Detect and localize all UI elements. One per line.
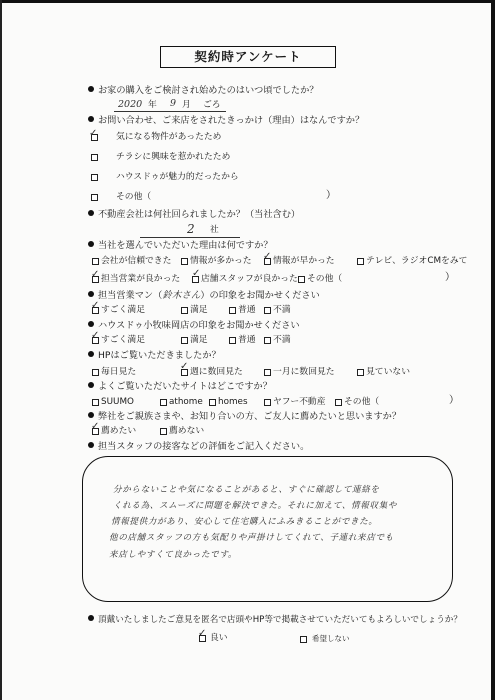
option-label: 不満	[273, 335, 291, 345]
option-label: 普通	[238, 305, 256, 315]
checkbox-site-yahoo[interactable]	[264, 399, 271, 406]
option-label: 担当営業が良かった	[101, 274, 181, 284]
answer-underline	[114, 111, 226, 112]
check-mark-icon: ✓	[91, 269, 100, 280]
option-label: すごく満足	[101, 305, 145, 315]
checkbox-recommend-no[interactable]	[160, 428, 167, 435]
question-sites	[88, 381, 272, 393]
question-text: 不動産会社は何社回られましたか？（当社含む）	[98, 209, 301, 220]
bullet-icon	[88, 321, 94, 327]
label-company-unit: 社	[210, 225, 219, 235]
check-mark-icon: ✓	[180, 361, 189, 372]
answer-underline	[140, 237, 240, 238]
bullet-icon	[88, 291, 94, 297]
option-label: 一月に数回見た	[273, 367, 335, 377]
check-mark-icon: ✓	[192, 268, 201, 279]
question-company-count	[88, 209, 300, 221]
checkbox-trust[interactable]	[92, 258, 99, 265]
checkbox-site-athome[interactable]	[160, 399, 167, 406]
checkbox-agent-normal[interactable]	[229, 307, 236, 314]
option-label: ハウスドゥが魅力的だったから	[116, 172, 239, 182]
checkbox-hp-monthly[interactable]	[264, 369, 271, 376]
option-label: チラシに興味を惹かれたため	[116, 152, 231, 162]
question-text: 弊社をご親族さまや、お知り合いの方、ご友人に薦めたいと思いますか？	[98, 411, 402, 422]
option-label: 気になる物件があったため	[116, 132, 222, 142]
question-visit-reason	[88, 115, 364, 127]
page-title: 契約時アンケート	[160, 46, 336, 68]
option-label: 満足	[190, 305, 208, 315]
checkbox-hp-daily[interactable]	[92, 369, 99, 376]
question-text-pre: 担当営業マン（	[98, 290, 163, 301]
close-paren: ）	[445, 272, 455, 283]
check-mark-icon: ✓	[91, 421, 100, 432]
close-paren: ）	[326, 190, 336, 201]
comment-textarea[interactable]	[82, 456, 453, 602]
question-text: お家の購入をご検討され始めたのはいつ頃でしたか？	[98, 85, 319, 96]
comment-line: 情報提供力があり、安心して住宅購入にふみきることができた。	[111, 517, 378, 527]
bullet-icon	[88, 442, 94, 448]
checkbox-reason-housedo[interactable]	[91, 174, 98, 181]
option-label: 普通	[238, 335, 256, 345]
label-approx: ごろ	[203, 100, 221, 110]
option-label: 薦めたい	[101, 426, 137, 436]
close-paren: ）	[449, 395, 459, 406]
comment-line: 分からないことや気になることがあると、すぐに確認して連絡を	[113, 485, 380, 495]
option-label: athome	[169, 397, 203, 407]
handwritten-agent-name: 鈴木さん	[162, 290, 201, 301]
question-choice-reason	[88, 240, 273, 252]
bullet-icon	[88, 86, 94, 92]
checkbox-tv-cm[interactable]	[357, 258, 364, 265]
scan-edge-left	[0, 0, 2, 700]
bullet-icon	[88, 412, 94, 418]
bullet-icon	[88, 351, 94, 357]
label-year: 年	[148, 100, 157, 110]
option-label: 不満	[273, 305, 291, 315]
option-label: 会社が信頼できた	[101, 256, 172, 266]
answer-year: 2020	[118, 99, 143, 110]
check-mark-icon: ✓	[198, 628, 207, 639]
checkbox-store-satisfied[interactable]	[181, 337, 188, 344]
check-mark-icon: ✓	[91, 330, 100, 341]
comment-line: 他の店舗スタッフの方も気配りや声掛けしてくれて、子連れ来店でも	[109, 533, 394, 543]
check-mark-icon: ✓	[263, 251, 272, 262]
scan-edge-right	[491, 0, 495, 700]
bullet-icon	[88, 241, 94, 247]
option-label: 毎日見た	[101, 367, 137, 377]
question-hp-visits	[88, 350, 221, 362]
bullet-icon	[88, 615, 94, 621]
checkbox-store-unsatisfied[interactable]	[264, 337, 271, 344]
question-text-post: ）の印象をお聞かせください	[200, 290, 320, 301]
option-label: その他（	[307, 274, 343, 284]
checkbox-hp-never[interactable]	[357, 369, 364, 376]
question-publish-permission	[88, 614, 462, 626]
checkbox-store-normal[interactable]	[229, 337, 236, 344]
checkbox-agent-satisfied[interactable]	[181, 307, 188, 314]
option-label: SUUMO	[101, 397, 134, 407]
question-staff-evaluation	[88, 441, 309, 453]
checkbox-much-info[interactable]	[181, 258, 188, 265]
question-agent-impression	[88, 290, 320, 302]
checkbox-reason-other[interactable]	[91, 194, 98, 201]
comment-line: くれる為、スムーズに問題を解決できた。それに加えて、情報収集や	[113, 501, 397, 511]
checkbox-publish-decline[interactable]	[300, 636, 307, 643]
option-label: その他（	[344, 397, 380, 407]
checkbox-reason-flyer[interactable]	[91, 154, 98, 161]
checkbox-other-reason[interactable]	[298, 276, 305, 283]
answer-company-count: 2	[187, 222, 195, 236]
question-text: 頂戴いたしましたご意見を匿名で店頭やHP等で掲載させていただいてもよろしいでしょうか？	[98, 615, 462, 625]
option-label: homes	[218, 397, 248, 407]
option-label: テレビ、ラジオCMをみて	[366, 256, 468, 266]
option-label: 情報が多かった	[190, 256, 252, 266]
question-purchase-timing	[88, 85, 319, 97]
option-label: 希望しない	[312, 634, 350, 643]
question-recommend	[88, 411, 401, 423]
option-label: すごく満足	[101, 335, 145, 345]
bullet-icon	[88, 116, 94, 122]
question-text: よくご覧いただいたサイトはどこですか？	[98, 381, 272, 392]
checkbox-site-homes[interactable]	[209, 399, 216, 406]
option-label: 週に数回見た	[190, 367, 243, 377]
checkbox-agent-unsatisfied[interactable]	[264, 307, 271, 314]
question-text: ハウスドゥ小牧味岡店の印象をお聞かせください	[98, 320, 300, 331]
question-text: 担当スタッフの接客などの評価をご記入ください。	[98, 441, 310, 452]
bullet-icon	[88, 210, 94, 216]
check-mark-icon: ✓	[89, 128, 98, 139]
option-label: その他（	[116, 192, 152, 202]
option-label: 見ていない	[366, 367, 410, 377]
question-text: 当社を選んでいただいた理由は何ですか？	[98, 240, 273, 251]
question-text: お問い合わせ、ご来店をされたきっかけ（理由）はなんですか？	[98, 115, 365, 126]
option-label: 情報が早かった	[273, 256, 335, 266]
answer-month: 9	[170, 98, 177, 109]
checkbox-site-suumo[interactable]	[92, 399, 99, 406]
checkbox-site-other[interactable]	[335, 399, 342, 406]
option-label: ヤフー不動産	[273, 397, 326, 407]
option-label: 薦めない	[169, 426, 205, 436]
option-label: 店舗スタッフが良かった	[201, 274, 298, 284]
label-month: 月	[182, 100, 191, 110]
question-text: HPはご覧いただきましたか？	[98, 350, 221, 361]
option-label: 満足	[190, 335, 208, 345]
option-label: 良い	[210, 633, 228, 643]
check-mark-icon: ✓	[91, 300, 100, 311]
scan-edge-top	[0, 0, 495, 3]
question-store-impression	[88, 320, 300, 332]
comment-line: 来店しやすくて良かったです。	[109, 550, 238, 560]
bullet-icon	[88, 382, 94, 388]
